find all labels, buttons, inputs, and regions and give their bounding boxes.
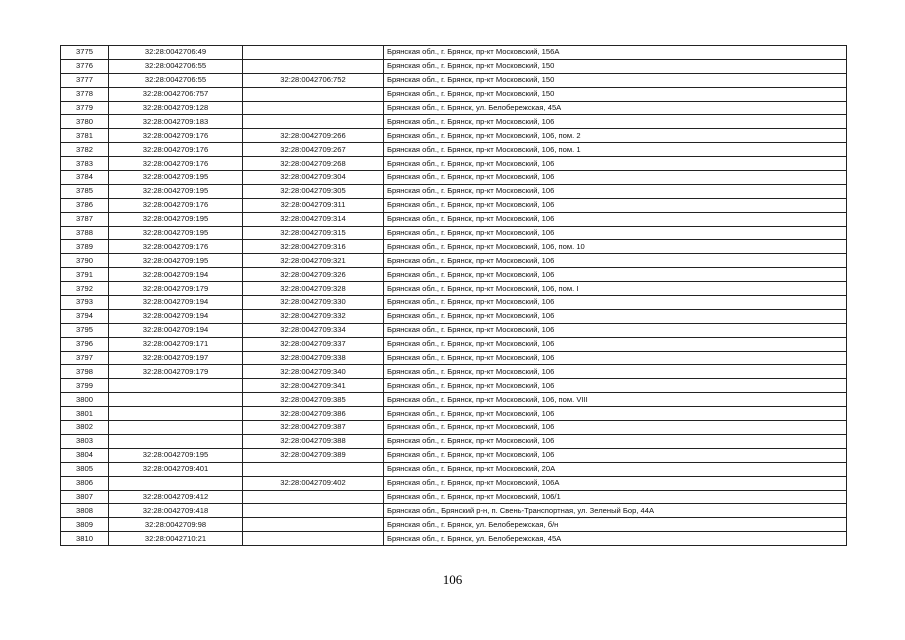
cadastral-number-cell: 32:28:0042709:195 <box>109 448 243 462</box>
object-cadastral-number-cell <box>243 490 384 504</box>
object-cadastral-number-cell: 32:28:0042706:752 <box>243 73 384 87</box>
object-cadastral-number-cell: 32:28:0042709:332 <box>243 309 384 323</box>
cadastral-number-cell: 32:28:0042709:176 <box>109 157 243 171</box>
address-cell: Брянская обл., г. Брянск, пр-кт Московский, 150 <box>384 87 847 101</box>
row-number-cell: 3798 <box>61 365 109 379</box>
table-row <box>61 434 847 448</box>
object-cadastral-number-cell: 32:28:0042709:266 <box>243 129 384 143</box>
address-cell: Брянская обл., г. Брянск, пр-кт Московский, 106 <box>384 407 847 421</box>
table-row <box>61 476 847 490</box>
row-number-cell: 3796 <box>61 337 109 351</box>
object-cadastral-number-cell <box>243 59 384 73</box>
object-cadastral-number-cell: 32:28:0042709:326 <box>243 268 384 282</box>
table-row <box>61 226 847 240</box>
table-row <box>61 393 847 407</box>
object-cadastral-number-cell: 32:28:0042709:387 <box>243 421 384 435</box>
address-cell: Брянская обл., г. Брянск, пр-кт Московский, 106 <box>384 309 847 323</box>
address-cell: Брянская обл., г. Брянск, пр-кт Московский, 106/1 <box>384 490 847 504</box>
row-number-cell: 3804 <box>61 448 109 462</box>
object-cadastral-number-cell: 32:28:0042709:321 <box>243 254 384 268</box>
object-cadastral-number-cell <box>243 115 384 129</box>
table-row <box>61 504 847 518</box>
address-cell: Брянская обл., г. Брянск, пр-кт Московский, 106, пом. 2 <box>384 129 847 143</box>
cadastral-number-cell: 32:28:0042709:98 <box>109 518 243 532</box>
cadastral-number-cell <box>109 421 243 435</box>
cadastral-number-cell: 32:28:0042709:418 <box>109 504 243 518</box>
row-number-cell: 3781 <box>61 129 109 143</box>
table-row <box>61 46 847 60</box>
row-number-cell: 3795 <box>61 323 109 337</box>
cadastral-number-cell: 32:28:0042706:49 <box>109 46 243 60</box>
table-row <box>61 171 847 185</box>
address-cell: Брянская обл., г. Брянск, пр-кт Московский, 156А <box>384 46 847 60</box>
address-cell: Брянская обл., г. Брянск, пр-кт Московский, 106А <box>384 476 847 490</box>
page-number: 106 <box>442 572 463 587</box>
row-number-cell: 3806 <box>61 476 109 490</box>
row-number-cell: 3777 <box>61 73 109 87</box>
table-row <box>61 143 847 157</box>
row-number-cell: 3783 <box>61 157 109 171</box>
address-cell: Брянская обл., г. Брянск, ул. Белобережская, 45А <box>384 101 847 115</box>
cadastral-number-cell: 32:28:0042709:179 <box>109 282 243 296</box>
address-cell: Брянская обл., г. Брянск, пр-кт Московский, 106 <box>384 157 847 171</box>
table-row <box>61 462 847 476</box>
table-row <box>61 309 847 323</box>
object-cadastral-number-cell <box>243 462 384 476</box>
address-cell: Брянская обл., г. Брянск, ул. Белобережская, б/н <box>384 518 847 532</box>
row-number-cell: 3776 <box>61 59 109 73</box>
object-cadastral-number-cell: 32:28:0042709:402 <box>243 476 384 490</box>
row-number-cell: 3801 <box>61 407 109 421</box>
table-row <box>61 296 847 310</box>
row-number-cell: 3809 <box>61 518 109 532</box>
row-number-cell: 3808 <box>61 504 109 518</box>
address-cell: Брянская обл., г. Брянск, пр-кт Московский, 150 <box>384 73 847 87</box>
address-cell: Брянская обл., г. Брянск, пр-кт Московский, 106 <box>384 268 847 282</box>
cadastral-number-cell <box>109 379 243 393</box>
object-cadastral-number-cell: 32:28:0042709:389 <box>243 448 384 462</box>
address-cell: Брянская обл., г. Брянск, пр-кт Московский, 106, пом. 1 <box>384 143 847 157</box>
cadastral-number-cell: 32:28:0042706:757 <box>109 87 243 101</box>
row-number-cell: 3799 <box>61 379 109 393</box>
table-row <box>61 337 847 351</box>
address-cell: Брянская обл., г. Брянск, пр-кт Московский, 106 <box>384 226 847 240</box>
address-cell: Брянская обл., г. Брянск, пр-кт Московский, 106 <box>384 171 847 185</box>
row-number-cell: 3793 <box>61 296 109 310</box>
row-number-cell: 3786 <box>61 198 109 212</box>
cadastral-number-cell: 32:28:0042709:197 <box>109 351 243 365</box>
cadastral-number-cell: 32:28:0042710:21 <box>109 532 243 546</box>
cadastral-number-cell: 32:28:0042709:194 <box>109 323 243 337</box>
table-row <box>61 198 847 212</box>
table-row <box>61 87 847 101</box>
cadastral-number-cell: 32:28:0042709:171 <box>109 337 243 351</box>
object-cadastral-number-cell <box>243 87 384 101</box>
address-cell: Брянская обл., г. Брянск, пр-кт Московский, 20А <box>384 462 847 476</box>
table-row <box>61 73 847 87</box>
object-cadastral-number-cell: 32:28:0042709:337 <box>243 337 384 351</box>
address-cell: Брянская обл., г. Брянск, пр-кт Московский, 106, пом. 10 <box>384 240 847 254</box>
table-row <box>61 323 847 337</box>
table-row <box>61 212 847 226</box>
table-row <box>61 59 847 73</box>
cadastral-number-cell: 32:28:0042709:176 <box>109 129 243 143</box>
object-cadastral-number-cell: 32:28:0042709:388 <box>243 434 384 448</box>
address-cell: Брянская обл., г. Брянск, пр-кт Московский, 106 <box>384 434 847 448</box>
row-number-cell: 3792 <box>61 282 109 296</box>
object-cadastral-number-cell: 32:28:0042709:267 <box>243 143 384 157</box>
object-cadastral-number-cell: 32:28:0042709:315 <box>243 226 384 240</box>
address-cell: Брянская обл., г. Брянск, пр-кт Московский, 106 <box>384 198 847 212</box>
row-number-cell: 3810 <box>61 532 109 546</box>
object-cadastral-number-cell: 32:28:0042709:340 <box>243 365 384 379</box>
table-row <box>61 184 847 198</box>
row-number-cell: 3807 <box>61 490 109 504</box>
object-cadastral-number-cell <box>243 518 384 532</box>
table-row <box>61 490 847 504</box>
table-row <box>61 240 847 254</box>
row-number-cell: 3788 <box>61 226 109 240</box>
object-cadastral-number-cell: 32:28:0042709:316 <box>243 240 384 254</box>
cadastral-number-cell <box>109 476 243 490</box>
address-cell: Брянская обл., г. Брянск, пр-кт Московский, 150 <box>384 59 847 73</box>
row-number-cell: 3789 <box>61 240 109 254</box>
address-cell: Брянская обл., г. Брянск, ул. Белобережская, 45А <box>384 532 847 546</box>
row-number-cell: 3775 <box>61 46 109 60</box>
cadastral-number-cell: 32:28:0042706:55 <box>109 59 243 73</box>
cadastral-number-cell: 32:28:0042709:176 <box>109 198 243 212</box>
table-row <box>61 282 847 296</box>
table-row <box>61 448 847 462</box>
object-cadastral-number-cell: 32:28:0042709:330 <box>243 296 384 310</box>
cadastral-number-cell <box>109 393 243 407</box>
row-number-cell: 3778 <box>61 87 109 101</box>
address-cell: Брянская обл., г. Брянск, пр-кт Московский, 106 <box>384 184 847 198</box>
cadastral-number-cell: 32:28:0042709:194 <box>109 309 243 323</box>
property-registry-table <box>60 45 847 546</box>
object-cadastral-number-cell: 32:28:0042709:304 <box>243 171 384 185</box>
row-number-cell: 3802 <box>61 421 109 435</box>
cadastral-number-cell: 32:28:0042709:195 <box>109 254 243 268</box>
object-cadastral-number-cell: 32:28:0042709:386 <box>243 407 384 421</box>
table-body <box>61 46 847 546</box>
address-cell: Брянская обл., г. Брянск, пр-кт Московский, 106 <box>384 337 847 351</box>
row-number-cell: 3782 <box>61 143 109 157</box>
cadastral-number-cell: 32:28:0042706:55 <box>109 73 243 87</box>
cadastral-number-cell <box>109 434 243 448</box>
cadastral-number-cell: 32:28:0042709:194 <box>109 296 243 310</box>
object-cadastral-number-cell: 32:28:0042709:328 <box>243 282 384 296</box>
address-cell: Брянская обл., г. Брянск, пр-кт Московский, 106 <box>384 448 847 462</box>
cadastral-number-cell: 32:28:0042709:176 <box>109 143 243 157</box>
address-cell: Брянская обл., Брянский р-н, п. Свень-Транспортная, ул. Зеленый Бор, 44А <box>384 504 847 518</box>
row-number-cell: 3787 <box>61 212 109 226</box>
table-row <box>61 421 847 435</box>
table-row <box>61 532 847 546</box>
address-cell: Брянская обл., г. Брянск, пр-кт Московский, 106 <box>384 365 847 379</box>
object-cadastral-number-cell: 32:28:0042709:314 <box>243 212 384 226</box>
row-number-cell: 3794 <box>61 309 109 323</box>
object-cadastral-number-cell <box>243 532 384 546</box>
cadastral-number-cell: 32:28:0042709:195 <box>109 226 243 240</box>
table-row <box>61 379 847 393</box>
cadastral-number-cell <box>109 407 243 421</box>
table-row <box>61 518 847 532</box>
row-number-cell: 3791 <box>61 268 109 282</box>
row-number-cell: 3784 <box>61 171 109 185</box>
cadastral-number-cell: 32:28:0042709:412 <box>109 490 243 504</box>
cadastral-number-cell: 32:28:0042709:194 <box>109 268 243 282</box>
table-row <box>61 115 847 129</box>
address-cell: Брянская обл., г. Брянск, пр-кт Московский, 106, пом. I <box>384 282 847 296</box>
cadastral-number-cell: 32:28:0042709:183 <box>109 115 243 129</box>
address-cell: Брянская обл., г. Брянск, пр-кт Московский, 106 <box>384 351 847 365</box>
object-cadastral-number-cell: 32:28:0042709:268 <box>243 157 384 171</box>
row-number-cell: 3803 <box>61 434 109 448</box>
object-cadastral-number-cell <box>243 46 384 60</box>
table-row <box>61 351 847 365</box>
row-number-cell: 3785 <box>61 184 109 198</box>
object-cadastral-number-cell: 32:28:0042709:311 <box>243 198 384 212</box>
table-row <box>61 254 847 268</box>
address-cell: Брянская обл., г. Брянск, пр-кт Московский, 106 <box>384 379 847 393</box>
table-row <box>61 407 847 421</box>
address-cell: Брянская обл., г. Брянск, пр-кт Московский, 106 <box>384 115 847 129</box>
object-cadastral-number-cell: 32:28:0042709:334 <box>243 323 384 337</box>
cadastral-number-cell: 32:28:0042709:195 <box>109 212 243 226</box>
address-cell: Брянская обл., г. Брянск, пр-кт Московский, 106 <box>384 296 847 310</box>
cadastral-number-cell: 32:28:0042709:176 <box>109 240 243 254</box>
cadastral-number-cell: 32:28:0042709:128 <box>109 101 243 115</box>
address-cell: Брянская обл., г. Брянск, пр-кт Московский, 106 <box>384 323 847 337</box>
cadastral-number-cell: 32:28:0042709:195 <box>109 184 243 198</box>
object-cadastral-number-cell: 32:28:0042709:338 <box>243 351 384 365</box>
address-cell: Брянская обл., г. Брянск, пр-кт Московский, 106 <box>384 212 847 226</box>
object-cadastral-number-cell <box>243 504 384 518</box>
object-cadastral-number-cell: 32:28:0042709:341 <box>243 379 384 393</box>
table-row <box>61 157 847 171</box>
row-number-cell: 3797 <box>61 351 109 365</box>
object-cadastral-number-cell: 32:28:0042709:385 <box>243 393 384 407</box>
row-number-cell: 3800 <box>61 393 109 407</box>
row-number-cell: 3790 <box>61 254 109 268</box>
address-cell: Брянская обл., г. Брянск, пр-кт Московский, 106 <box>384 421 847 435</box>
table-row <box>61 129 847 143</box>
table-row <box>61 365 847 379</box>
cadastral-number-cell: 32:28:0042709:195 <box>109 171 243 185</box>
row-number-cell: 3780 <box>61 115 109 129</box>
row-number-cell: 3805 <box>61 462 109 476</box>
cadastral-number-cell: 32:28:0042709:401 <box>109 462 243 476</box>
table-row <box>61 268 847 282</box>
row-number-cell: 3779 <box>61 101 109 115</box>
object-cadastral-number-cell: 32:28:0042709:305 <box>243 184 384 198</box>
address-cell: Брянская обл., г. Брянск, пр-кт Московский, 106 <box>384 254 847 268</box>
table-row <box>61 101 847 115</box>
cadastral-number-cell: 32:28:0042709:179 <box>109 365 243 379</box>
object-cadastral-number-cell <box>243 101 384 115</box>
address-cell: Брянская обл., г. Брянск, пр-кт Московский, 106, пом. VIII <box>384 393 847 407</box>
